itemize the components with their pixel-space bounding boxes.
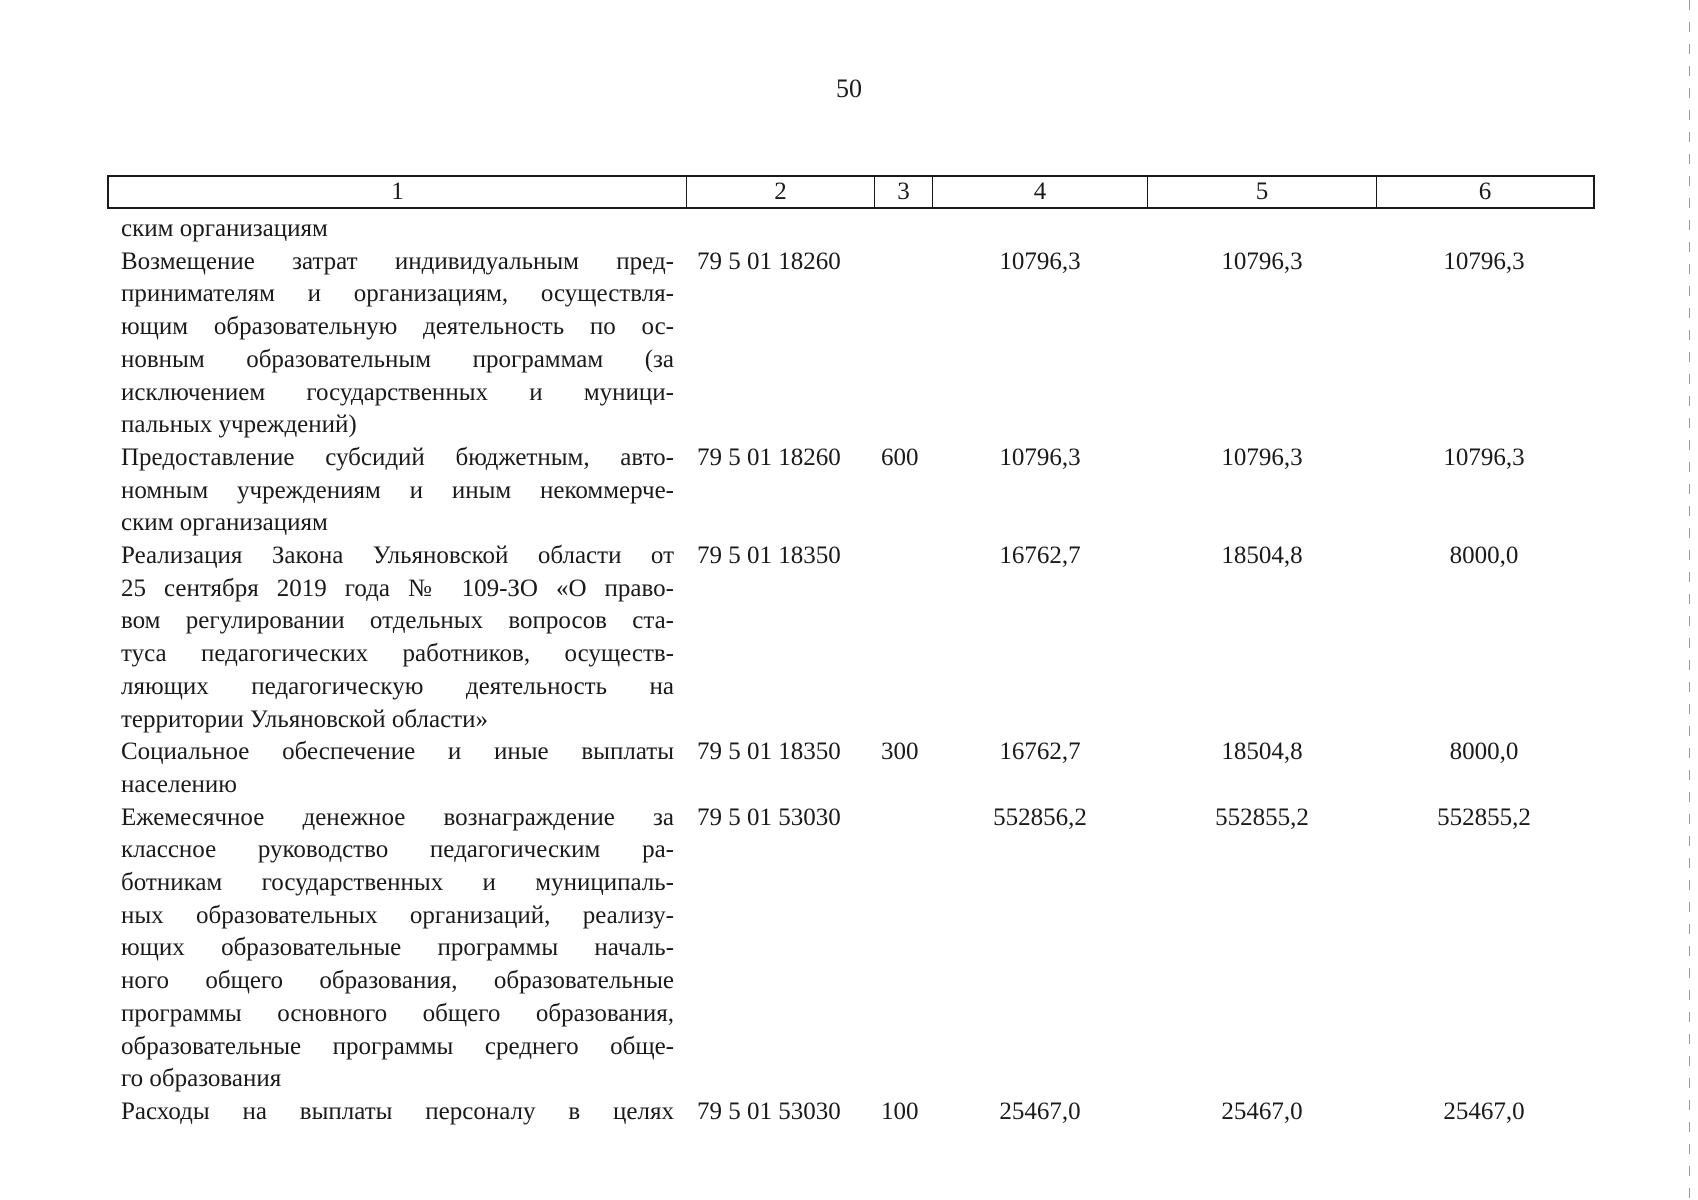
description-line: ским организациям: [121, 215, 328, 242]
amount-col-5: 10796,3: [1221, 443, 1303, 471]
scan-edge-line: [1689, 0, 1690, 1200]
row-description: [121, 1096, 674, 1129]
description-line: Ежемесячное денежное вознаграждение за: [121, 803, 674, 831]
description-line: го образования: [121, 1065, 282, 1093]
amount-col-4: 10796,3: [999, 247, 1081, 275]
expense-type: 600: [881, 443, 919, 471]
header-col-2: 2: [687, 177, 875, 207]
row-description: [121, 246, 674, 442]
description-line: пальных учреждений): [121, 411, 357, 439]
amount-col-6: 10796,3: [1443, 247, 1525, 275]
amount-col-5: 18504,8: [1221, 542, 1303, 569]
description-line: ных образовательных организаций, реализу-: [121, 901, 674, 929]
row-description: [121, 736, 674, 801]
budget-code: 79 5 01 53030: [697, 1097, 841, 1125]
amount-col-4: 16762,7: [999, 738, 1081, 766]
description-line: образовательные программы среднего обще-: [121, 1032, 674, 1060]
header-col-4: 4: [933, 177, 1148, 207]
description-line: исключением государственных и муници-: [121, 378, 674, 406]
description-line: Реализация Закона Ульяновской области от: [121, 542, 674, 569]
header-col-6: 6: [1478, 178, 1492, 205]
row-description: [121, 540, 674, 736]
row-description: [121, 213, 674, 246]
description-line: вом регулировании отдельных вопросов ста-: [121, 607, 674, 635]
description-line: ботникам государственных и муниципаль-: [121, 869, 674, 896]
description-line: территории Ульяновской области»: [121, 705, 488, 733]
amount-col-6: 10796,3: [1443, 443, 1525, 471]
row-description: [121, 802, 674, 1096]
table-header-row: [107, 175, 1595, 209]
description-line: программы основного общего образования,: [121, 999, 674, 1027]
amount-col-6: 8000,0: [1449, 542, 1519, 569]
description-line: ного общего образования, образовательные: [121, 967, 674, 995]
page-number: 50: [836, 74, 862, 103]
description-line: 25 сентября 2019 года № 109-ЗО «О право-: [121, 574, 674, 602]
amount-col-4: 25467,0: [999, 1097, 1081, 1125]
amount-col-5: 25467,0: [1221, 1097, 1303, 1125]
description-line: населению: [121, 770, 237, 798]
description-line: ляющих педагогическую деятельность на: [121, 672, 674, 700]
row-description: [121, 442, 674, 540]
description-line: Социальное обеспечение и иные выплаты: [121, 738, 674, 766]
budget-code: 79 5 01 18260: [697, 247, 841, 275]
amount-col-5: 18504,8: [1221, 738, 1303, 766]
description-line: Возмещение затрат индивидуальным пред-: [121, 247, 674, 275]
amount-col-4: 552856,2: [993, 803, 1087, 831]
description-line: ским организациям: [121, 509, 328, 537]
amount-col-4: 10796,3: [999, 443, 1081, 471]
amount-col-6: 552855,2: [1437, 803, 1531, 831]
description-line: туса педагогических работников, осуществ-: [121, 640, 674, 668]
description-line: ющим образовательную деятельность по ос-: [121, 313, 674, 341]
header-col-3: 3: [875, 177, 933, 207]
header-col-1: 1: [109, 177, 687, 207]
amount-col-5: 552855,2: [1215, 803, 1309, 831]
description-line: номным учреждениям и иным некоммерче-: [121, 476, 674, 504]
budget-code: 79 5 01 18350: [697, 542, 841, 569]
expense-type: 100: [881, 1097, 919, 1125]
description-line: принимателям и организациям, осуществля-: [121, 280, 674, 308]
amount-col-6: 8000,0: [1449, 738, 1519, 766]
header-col-5: 5: [1148, 177, 1377, 207]
budget-code: 79 5 01 18350: [697, 738, 841, 766]
description-line: Расходы на выплаты персоналу в целях: [121, 1097, 674, 1125]
expense-type: 300: [881, 738, 919, 766]
description-line: классное руководство педагогическим ра-: [121, 836, 674, 864]
amount-col-4: 16762,7: [999, 542, 1081, 569]
description-line: новным образовательным программам (за: [121, 345, 674, 373]
amount-col-5: 10796,3: [1221, 247, 1303, 275]
amount-col-6: 25467,0: [1443, 1097, 1525, 1125]
budget-code: 79 5 01 18260: [697, 443, 841, 471]
budget-code: 79 5 01 53030: [697, 803, 841, 831]
description-line: Предоставление субсидий бюджетным, авто-: [121, 443, 674, 471]
description-line: ющих образовательные программы началь-: [121, 934, 674, 962]
